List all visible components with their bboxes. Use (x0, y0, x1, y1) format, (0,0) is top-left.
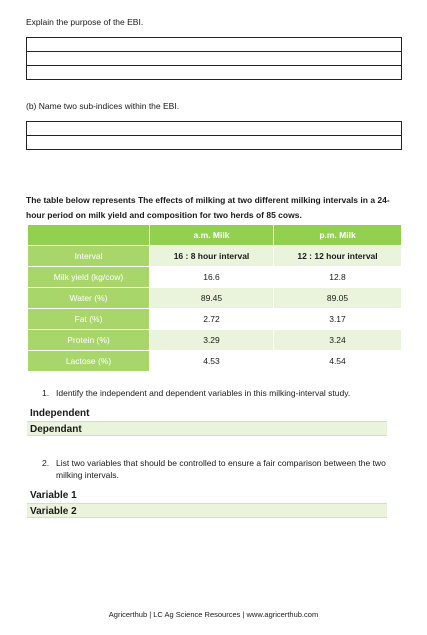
group-header-pm: p.m. Milk (274, 225, 402, 246)
cell-pm: 12.8 (274, 267, 402, 288)
answer-line[interactable] (27, 66, 401, 79)
q2-text: List two variables that should be controlled to ensure a fair comparison between the two milking intervals. (56, 458, 386, 480)
row-label: Fat (%) (28, 309, 150, 330)
q1-number: 1. (42, 388, 50, 398)
cell-am: 16.6 (150, 267, 274, 288)
answer-variable-2[interactable]: Variable 2 (27, 503, 387, 518)
cell-pm: 3.24 (274, 330, 402, 351)
question-a: Explain the purpose of the EBI. (26, 17, 144, 27)
answer-lines-a[interactable] (26, 37, 402, 80)
interval-label: Interval (28, 246, 150, 267)
group-header-empty (28, 225, 150, 246)
table-row (28, 351, 402, 372)
row-label: Water (%) (28, 288, 150, 309)
table-row (28, 267, 402, 288)
milking-table (27, 224, 402, 372)
question-b: (b) Name two sub-indices within the EBI. (26, 101, 180, 111)
cell-am: 2.72 (150, 309, 274, 330)
table-row (28, 288, 402, 309)
row-label: Lactose (%) (28, 351, 150, 372)
q1-text: Identify the independent and dependent variables in this milking-interval study. (56, 388, 351, 398)
cell-am: 4.53 (150, 351, 274, 372)
answer-line[interactable] (27, 122, 401, 136)
answer-independent[interactable]: Independent (30, 408, 90, 419)
row-label: Protein (%) (28, 330, 150, 351)
table-intro: The table below represents The effects of milking at two different milking intervals in a 24-hour period on milk yield and composition for two herds of 85 cows. (26, 195, 390, 220)
answer-variable-1[interactable]: Variable 1 (30, 490, 77, 501)
page-footer: Agricerthub | LC Ag Science Resources | www.agricerthub.com (108, 610, 319, 619)
interval-row (28, 246, 402, 267)
cell-pm: 89.05 (274, 288, 402, 309)
interval-am: 16 : 8 hour interval (150, 246, 274, 267)
interval-pm: 12 : 12 hour interval (274, 246, 402, 267)
cell-pm: 3.17 (274, 309, 402, 330)
cell-pm: 4.54 (274, 351, 402, 372)
answer-line[interactable] (27, 38, 401, 52)
group-header-am: a.m. Milk (150, 225, 274, 246)
answer-line[interactable] (27, 136, 401, 149)
row-label: Milk yield (kg/cow) (28, 267, 150, 288)
table-row (28, 330, 402, 351)
cell-am: 3.29 (150, 330, 274, 351)
answer-line[interactable] (27, 52, 401, 66)
answer-dependant[interactable]: Dependant (27, 421, 387, 436)
cell-am: 89.45 (150, 288, 274, 309)
table-row (28, 309, 402, 330)
answer-lines-b[interactable] (26, 121, 402, 150)
q2-number: 2. (42, 458, 50, 468)
group-header-row (28, 225, 402, 246)
